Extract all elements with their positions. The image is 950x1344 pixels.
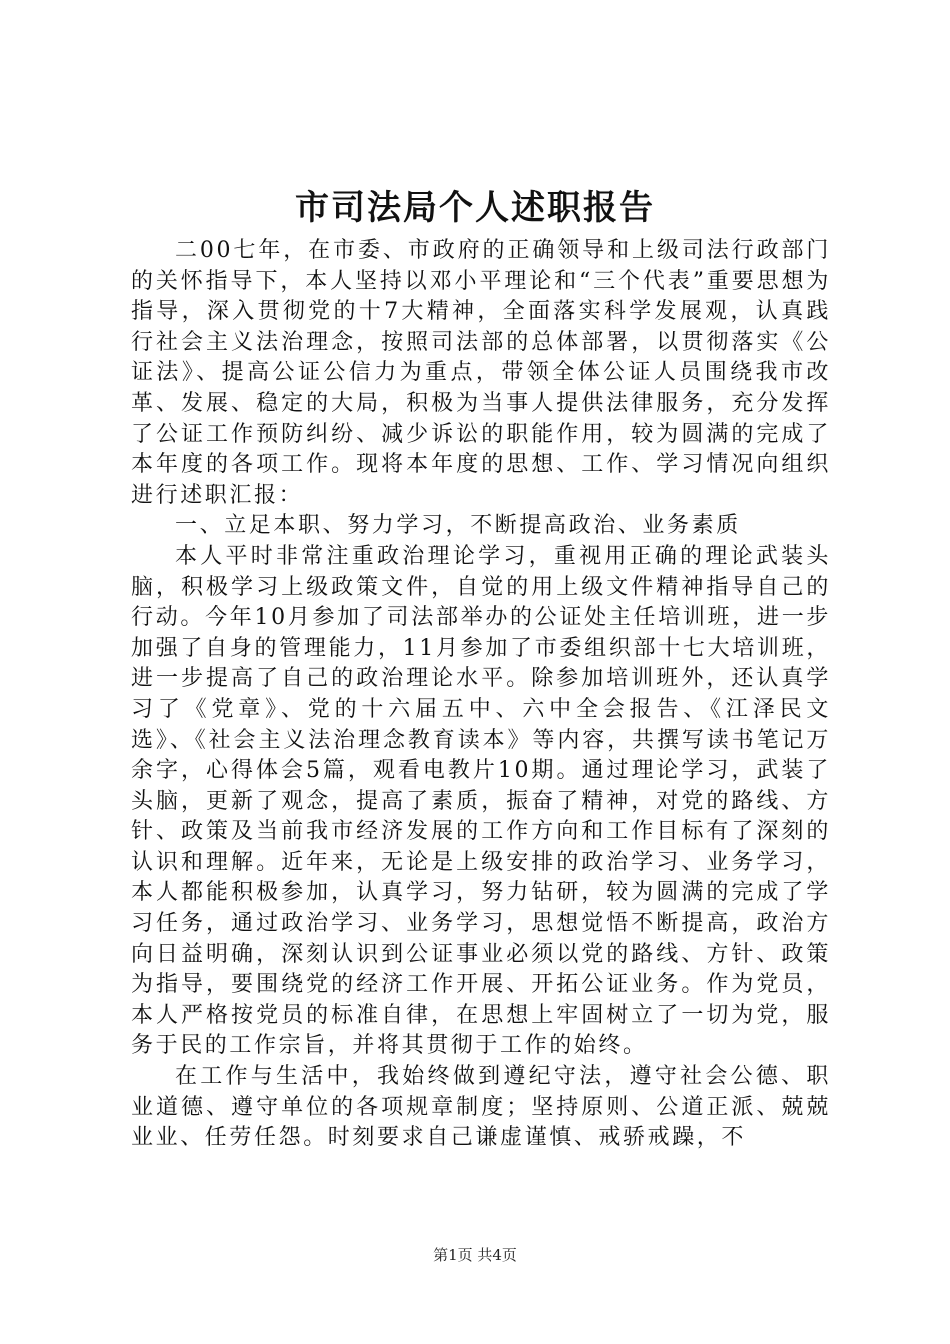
paragraph-study: 本人平时非常注重政治理论学习，重视用正确的理论武装头脑，积极学习上级政策文件，自觉的用上级文件精神指导自己的行动。今年10月参加了司法部举办的公证处主任培训班，进一步加强了自身的管理能力，11月参加了市委组织部十七大培训班，进一步提高了自己的政治理论水平。除参加培训班外，还认真学习了《党章》、党的十六届五中、六中全会报告、《江泽民文选》、《社会主义法治理念教育读本》等内容，共撰写读书笔记万余字，心得体会5篇，观看电教片10期。通过理论学习，武装了头脑，更新了观念，提高了素质，振奋了精神，对党的路线、方针、政策及当前我市经济发展的工作方向和工作目标有了深刻的认识和理解。近年来，无论是上级安排的政治学习、业务学习，本人都能积极参加，认真学习，努力钻研，较为圆满的完成了学习任务，通过政治学习、业务学习，思想觉悟不断提高，政治方向日益明确，深刻认识到公证事业必须以党的路线、方针、政策为指导，要围绕党的经济工作开展、开拓公证业务。作为党员，本人严格按党员的标准自律，在思想上牢固树立了一切为党，服务于民的工作宗旨，并将其贯彻于工作的始终。 — [131, 543, 831, 1059]
paragraph-conduct: 在工作与生活中，我始终做到遵纪守法，遵守社会公德、职业道德、遵守单位的各项规章制度；坚持原则、公道正派、兢兢业业、任劳任怨。时刻要求自己谦虚谨慎、戒骄戒躁，不 — [131, 1064, 831, 1151]
document-body — [131, 236, 831, 1154]
page-number: 第1页 共4页 — [433, 1246, 517, 1264]
paragraph-intro: 二00七年，在市委、市政府的正确领导和上级司法行政部门的关怀指导下，本人坚持以邓小平理论和“三个代表”重要思想为指导，深入贯彻党的十7大精神，全面落实科学发展观，认真践行社会主义法治理念，按照司法部的总体部署，以贯彻落实《公证法》、提高公证公信力为重点，带领全体公证人员围绕我市改革、发展、稳定的大局，积极为当事人提供法律服务，充分发挥了公证工作预防纠纷、减少诉讼的职能作用，较为圆满的完成了本年度的各项工作。现将本年度的思想、工作、学习情况向组织进行述职汇报： — [131, 238, 831, 508]
section-heading: 一、立足本职、努力学习，不断提高政治、业务素质 — [175, 513, 741, 539]
page-title: 市司法局个人述职报告 — [295, 188, 655, 228]
